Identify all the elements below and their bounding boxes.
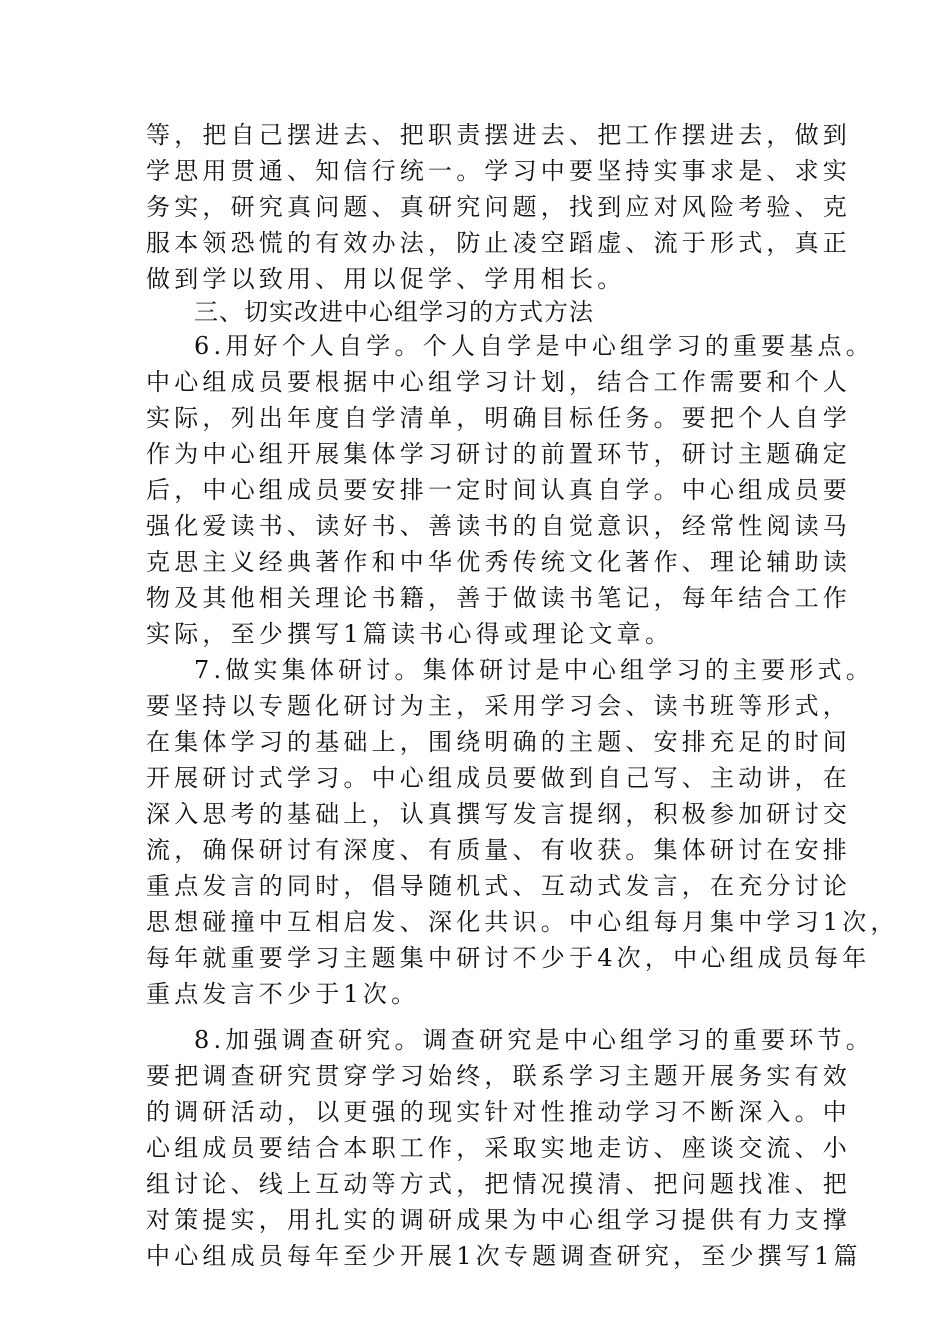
text-line: 服本领恐慌的有效办法，防止凌空蹈虚、流于形式，真正: [146, 229, 851, 257]
text-line: 要坚持以专题化研讨为主，采用学习会、读书班等形式，: [146, 692, 851, 720]
text-line: 作为中心组开展集体学习研讨的前置环节，研讨主题确定: [146, 440, 851, 468]
text-line: 开展研讨式学习。中心组成员要做到自己写、主动讲，在: [146, 764, 851, 792]
text-line: 要把调查研究贯穿学习始终，联系学习主题开展务实有效: [146, 1062, 851, 1090]
section-heading: 三、切实改进中心组学习的方式方法: [194, 298, 594, 326]
text-line: 克思主义经典著作和中华优秀传统文化著作、理论辅助读: [146, 548, 851, 576]
text-line: 重点发言的同时，倡导随机式、互动式发言，在充分讨论: [146, 872, 851, 900]
text-line: 后，中心组成员要安排一定时间认真自学。中心组成员要: [146, 476, 851, 504]
text-line: 做到学以致用、用以促学、学用相长。: [146, 265, 626, 293]
text-line: 流，确保研讨有深度、有质量、有收获。集体研讨在安排: [146, 836, 851, 864]
text-line: 思想碰撞中互相启发、深化共识。中心组每月集中学习1次，: [146, 908, 899, 936]
text-line: 等，把自己摆进去、把职责摆进去、把工作摆进去，做到: [146, 121, 851, 149]
text-line: 6.用好个人自学。个人自学是中心组学习的重要基点。: [194, 332, 874, 360]
text-line: 对策提实，用扎实的调研成果为中心组学习提供有力支撑: [146, 1206, 851, 1234]
text-line: 深入思考的基础上，认真撰写发言提纲，积极参加研讨交: [146, 800, 851, 828]
text-line: 在集体学习的基础上，围绕明确的主题、安排充足的时间: [146, 728, 851, 756]
text-line: 实际，至少撰写1篇读书心得或理论文章。: [146, 620, 674, 648]
text-line: 中心组成员要根据中心组学习计划，结合工作需要和个人: [146, 368, 851, 396]
text-line: 心组成员要结合本职工作，采取实地走访、座谈交流、小: [146, 1134, 851, 1162]
text-line: 的调研活动，以更强的现实针对性推动学习不断深入。中: [146, 1098, 851, 1126]
text-line: 组讨论、线上互动等方式，把情况摸清、把问题找准、把: [146, 1170, 851, 1198]
text-line: 实际，列出年度自学清单，明确目标任务。要把个人自学: [146, 404, 851, 432]
text-line: 强化爱读书、读好书、善读书的自觉意识，经常性阅读马: [146, 512, 851, 540]
text-line: 物及其他相关理论书籍，善于做读书笔记，每年结合工作: [146, 584, 851, 612]
text-line: 重点发言不少于1次。: [146, 980, 420, 1008]
text-line: 8.加强调查研究。调查研究是中心组学习的重要环节。: [194, 1026, 874, 1054]
text-line: 务实，研究真问题、真研究问题，找到应对风险考验、克: [146, 193, 851, 221]
text-line: 7.做实集体研讨。集体研讨是中心组学习的主要形式。: [194, 656, 874, 684]
text-line: 每年就重要学习主题集中研讨不少于4次，中心组成员每年: [146, 944, 871, 972]
text-line: 中心组成员每年至少开展1次专题调查研究，至少撰写1篇: [146, 1242, 862, 1270]
text-line: 学思用贯通、知信行统一。学习中要坚持实事求是、求实: [146, 157, 851, 185]
